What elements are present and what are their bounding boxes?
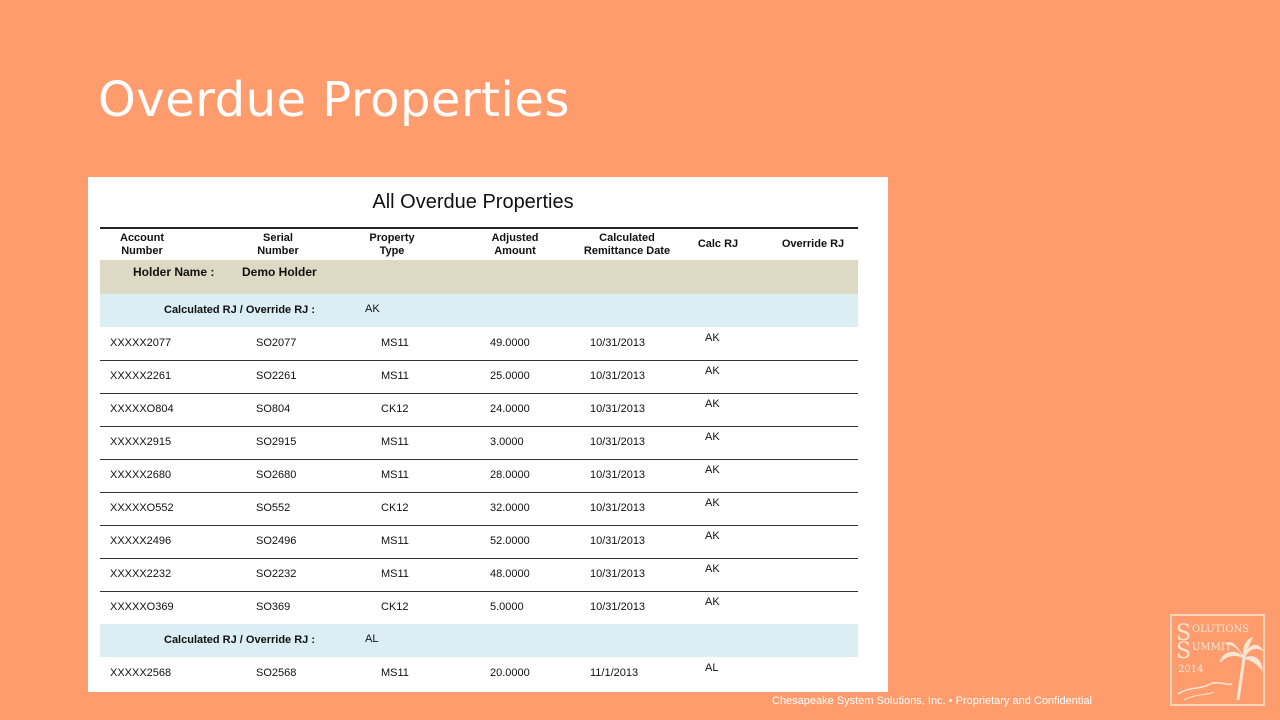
cell-remittance-date: 10/31/2013: [590, 436, 646, 448]
footer-text: Chesapeake System Solutions, Inc. • Proprietary and Confidential: [772, 695, 1092, 707]
cell-calc-rj: AK: [705, 332, 720, 344]
cell-serial-number: SO552: [256, 502, 291, 514]
table-row: [100, 657, 858, 690]
wave-line-2: [1184, 692, 1214, 700]
cell-property-type: MS11: [381, 469, 409, 481]
wave-line: [1178, 683, 1232, 694]
cell-remittance-date: 10/31/2013: [590, 535, 646, 547]
cell-remittance-date: 10/31/2013: [590, 601, 646, 613]
cell-calc-rj: AK: [705, 497, 720, 509]
cell-property-type: CK12: [381, 502, 409, 514]
cell-adjusted-amount: 5.0000: [490, 601, 524, 613]
cell-adjusted-amount: 49.0000: [490, 337, 530, 349]
cell-serial-number: SO2232: [256, 568, 297, 580]
cell-account-number: XXXXX2232: [110, 568, 172, 580]
slide-title: Overdue Properties: [98, 72, 570, 128]
logo-year: 2014: [1178, 664, 1204, 675]
table-row: [100, 459, 858, 493]
cell-account-number: XXXXXO552: [110, 502, 174, 514]
holder-value: Demo Holder: [242, 265, 317, 279]
cell-property-type: MS11: [381, 370, 409, 382]
cell-calc-rj: AK: [705, 563, 720, 575]
column-header-property-type: Property Type: [369, 232, 415, 257]
cell-remittance-date: 10/31/2013: [590, 337, 646, 349]
cell-remittance-date: 10/31/2013: [590, 403, 646, 415]
solutions-summit-logo: [1170, 614, 1265, 706]
table-row: [100, 426, 858, 460]
cell-adjusted-amount: 3.0000: [490, 436, 524, 448]
cell-remittance-date: 10/31/2013: [590, 370, 646, 382]
header-top-rule: [100, 227, 858, 229]
cell-serial-number: SO2915: [256, 436, 297, 448]
cell-property-type: MS11: [381, 568, 409, 580]
table-row: [100, 492, 858, 526]
cell-calc-rj: AL: [705, 662, 719, 674]
cell-account-number: XXXXX2915: [110, 436, 172, 448]
cell-calc-rj: AK: [705, 365, 720, 377]
cell-property-type: CK12: [381, 601, 409, 613]
report-title: All Overdue Properties: [372, 191, 574, 213]
table-row: [100, 558, 858, 592]
logo-initial-s2: S: [1176, 639, 1192, 664]
group-value: AL: [365, 633, 379, 645]
cell-adjusted-amount: 25.0000: [490, 370, 530, 382]
column-header-calc-rj: Calc RJ: [697, 238, 739, 250]
cell-serial-number: SO2568: [256, 667, 297, 679]
table-row: [100, 360, 858, 394]
cell-serial-number: SO2077: [256, 337, 297, 349]
cell-serial-number: SO369: [256, 601, 291, 613]
cell-adjusted-amount: 28.0000: [490, 469, 530, 481]
column-header-override-rj: Override RJ: [781, 238, 845, 250]
cell-adjusted-amount: 24.0000: [490, 403, 530, 415]
cell-account-number: XXXXX2496: [110, 535, 172, 547]
column-header-serial-number: Serial Number: [257, 232, 299, 257]
cell-property-type: MS11: [381, 667, 409, 679]
cell-property-type: CK12: [381, 403, 409, 415]
logo-line1: OLUTIONS: [1192, 624, 1250, 635]
cell-calc-rj: AK: [705, 431, 720, 443]
cell-calc-rj: AK: [705, 530, 720, 542]
cell-serial-number: SO2261: [256, 370, 297, 382]
group-label: Calculated RJ / Override RJ :: [164, 634, 315, 646]
cell-account-number: XXXXX2077: [110, 337, 172, 349]
holder-label: Holder Name :: [133, 265, 215, 279]
cell-serial-number: SO2680: [256, 469, 297, 481]
cell-remittance-date: 10/31/2013: [590, 568, 646, 580]
logo-line2: UMMIT: [1192, 642, 1232, 653]
logo-initial-s1: S: [1176, 621, 1192, 646]
column-header-account-number: Account Number: [120, 232, 164, 257]
cell-adjusted-amount: 32.0000: [490, 502, 530, 514]
cell-calc-rj: AK: [705, 596, 720, 608]
table-row: [100, 393, 858, 427]
cell-adjusted-amount: 48.0000: [490, 568, 530, 580]
column-header-adjusted-amount: Adjusted Amount: [491, 232, 539, 257]
cell-remittance-date: 11/1/2013: [590, 667, 639, 679]
cell-calc-rj: AK: [705, 398, 720, 410]
table-row: [100, 591, 858, 625]
group-value: AK: [365, 303, 380, 315]
cell-property-type: MS11: [381, 436, 409, 448]
cell-serial-number: SO2496: [256, 535, 297, 547]
table-row: [100, 327, 858, 361]
cell-account-number: XXXXX2680: [110, 469, 172, 481]
cell-account-number: XXXXXO369: [110, 601, 174, 613]
cell-account-number: XXXXX2568: [110, 667, 172, 679]
group-label: Calculated RJ / Override RJ :: [164, 304, 315, 316]
cell-account-number: XXXXX2261: [110, 370, 172, 382]
cell-property-type: MS11: [381, 337, 409, 349]
cell-account-number: XXXXXO804: [110, 403, 174, 415]
cell-adjusted-amount: 52.0000: [490, 535, 530, 547]
cell-adjusted-amount: 20.0000: [490, 667, 530, 679]
column-header-remittance-date: Calculated Remittance Date: [583, 232, 671, 257]
cell-remittance-date: 10/31/2013: [590, 502, 646, 514]
overdue-report: [88, 177, 888, 692]
cell-calc-rj: AK: [705, 464, 720, 476]
cell-remittance-date: 10/31/2013: [590, 469, 646, 481]
cell-serial-number: SO804: [256, 403, 291, 415]
cell-property-type: MS11: [381, 535, 409, 547]
table-row: [100, 525, 858, 559]
